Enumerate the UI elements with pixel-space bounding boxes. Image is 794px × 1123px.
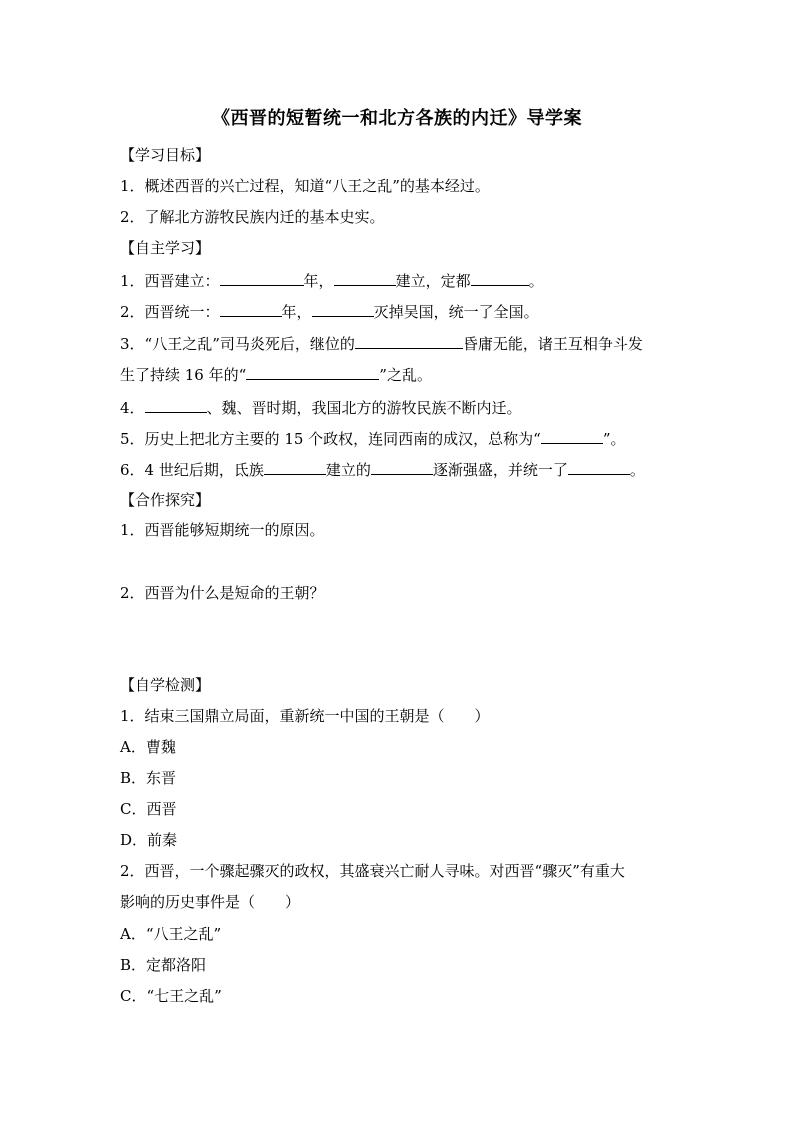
q2-text-b: 年，	[281, 303, 312, 321]
self-study-q3-line1	[120, 332, 643, 354]
section-heading-check: 【自学检测】	[120, 676, 211, 694]
section-heading-goals: 【学习目标】	[120, 146, 211, 164]
check-q2-option-c: C．“七王之乱”	[120, 987, 222, 1005]
check-q1-option-d: D．前秦	[120, 831, 178, 849]
cooperate-q1: 1．西晋能够短期统一的原因。	[120, 521, 325, 539]
q6-text-b: 建立的	[325, 461, 371, 479]
check-q2-line2: 影响的历史事件是（ ）	[120, 893, 301, 911]
check-q2-option-b: B．定都洛阳	[120, 956, 207, 974]
check-q2-option-a: A．“八王之乱”	[120, 925, 222, 943]
q6-text-c: 逐渐强盛，并统一了	[432, 461, 568, 479]
q3-blank-successor[interactable]	[355, 332, 463, 349]
q1-text-d: 。	[528, 272, 544, 290]
q2-blank-year[interactable]	[220, 300, 282, 317]
q5-blank-term[interactable]	[541, 427, 603, 444]
q3-text-d: ”之乱。	[379, 366, 432, 384]
q5-text-b: ”。	[602, 430, 626, 448]
q6-blank-region[interactable]	[568, 458, 630, 475]
q6-text-a: 6．4 世纪后期，氐族	[120, 461, 264, 479]
section-heading-cooperate: 【合作探究】	[120, 491, 211, 509]
q1-blank-capital[interactable]	[471, 269, 529, 286]
q2-text-c: 灭掉吴国，统一了全国。	[373, 303, 539, 321]
self-study-q5	[120, 427, 626, 449]
q2-blank-ruler[interactable]	[312, 300, 374, 317]
q1-text-a: 1．西晋建立：	[120, 272, 220, 290]
goal-item-2: 2．了解北方游牧民族内迁的基本史实。	[120, 208, 385, 226]
cooperate-q2: 2．西晋为什么是短命的王朝？	[120, 584, 325, 602]
q6-blank-state[interactable]	[371, 458, 433, 475]
check-q1-option-a: A．曹魏	[120, 738, 176, 756]
q1-text-b: 年，	[303, 272, 334, 290]
q3-text-c: 生了持续 16 年的“	[120, 366, 247, 384]
check-q1-option-b: B．东晋	[120, 769, 177, 787]
q6-text-d: 。	[629, 461, 645, 479]
q4-text-a: 4．	[120, 399, 145, 417]
self-study-q4	[120, 396, 522, 418]
self-study-q1	[120, 269, 544, 291]
q1-blank-year[interactable]	[220, 269, 304, 286]
self-study-q2	[120, 300, 539, 322]
q3-text-a: 3．“八王之乱”司马炎死后，继位的	[120, 335, 355, 353]
q3-blank-rebellion[interactable]	[246, 363, 379, 380]
q4-blank-dynasty[interactable]	[145, 396, 207, 413]
self-study-q6	[120, 458, 645, 480]
check-q1-option-c: C．西晋	[120, 800, 177, 818]
section-heading-self-study: 【自主学习】	[120, 239, 211, 257]
q1-text-c: 建立，定都	[395, 272, 471, 290]
q2-text-a: 2．西晋统一：	[120, 303, 220, 321]
goal-item-1: 1．概述西晋的兴亡过程，知道“八王之乱”的基本经过。	[120, 177, 490, 195]
q5-text-a: 5．历史上把北方主要的 15 个政权，连同西南的成汉，总称为“	[120, 430, 541, 448]
q1-blank-founder[interactable]	[334, 269, 396, 286]
check-q2-line1: 2．西晋，一个骤起骤灭的政权，其盛衰兴亡耐人寻味。对西晋“骤灭”有重大	[120, 862, 625, 880]
self-study-q3-line2	[120, 363, 432, 385]
q6-blank-founder[interactable]	[264, 458, 326, 475]
page-title: 《西晋的短暂统一和北方各族的内迁》导学案	[212, 108, 582, 129]
q4-text-b: 、魏、晋时期，我国北方的游牧民族不断内迁。	[206, 399, 522, 417]
check-q1: 1．结束三国鼎立局面，重新统一中国的王朝是（ ）	[120, 707, 490, 725]
q3-text-b: 昏庸无能，诸王互相争斗发	[462, 335, 643, 353]
